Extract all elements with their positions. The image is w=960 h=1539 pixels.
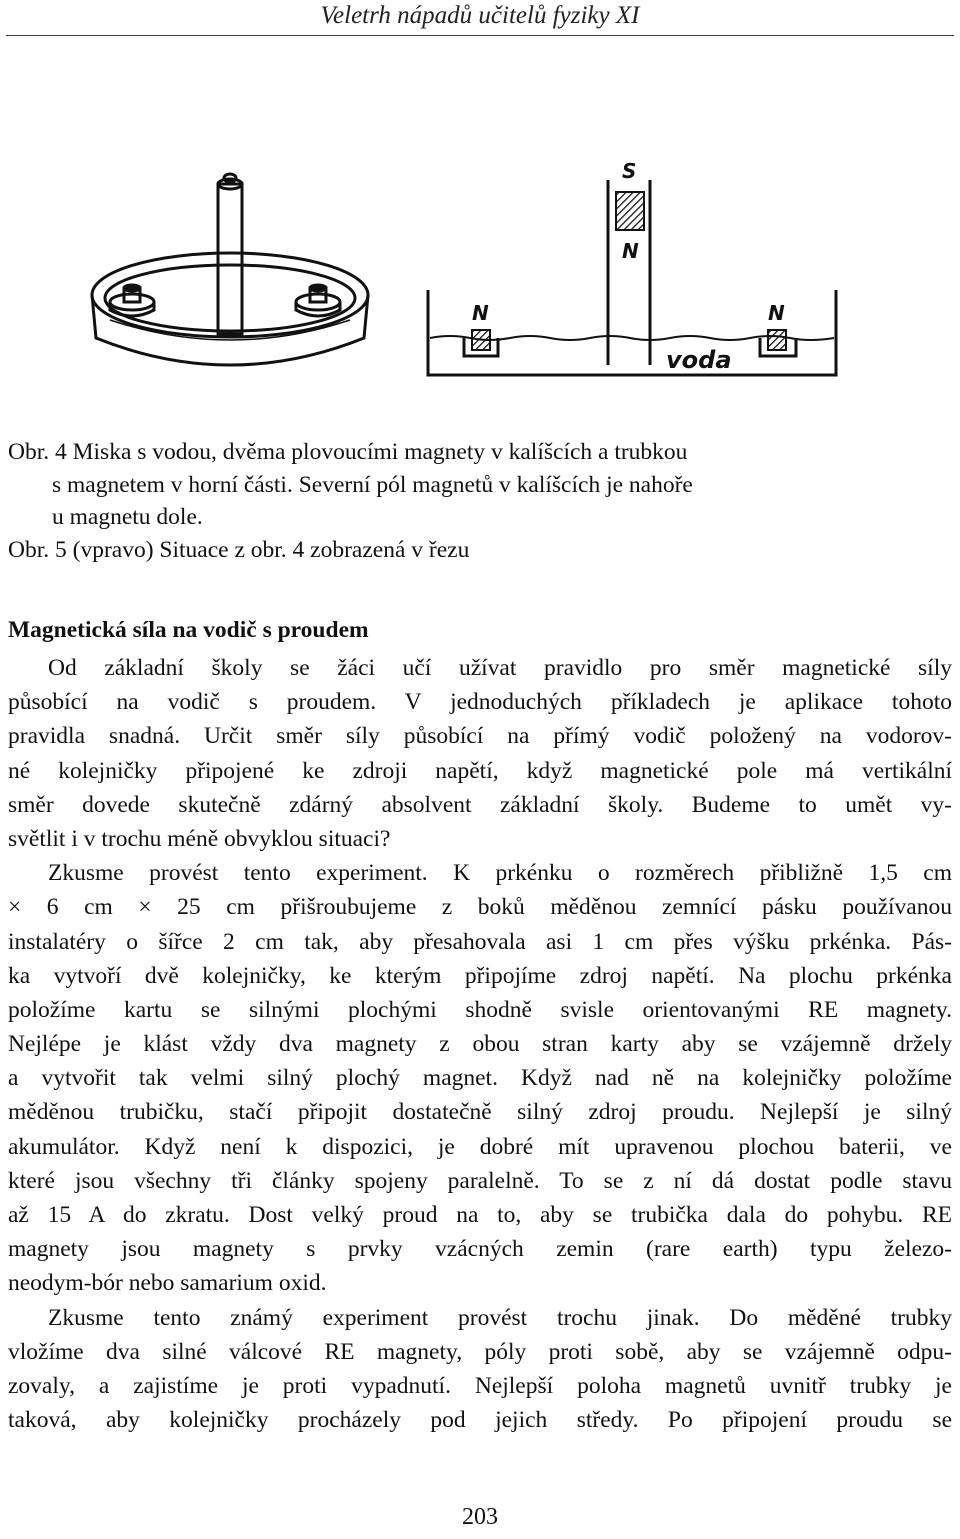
figure-captions bbox=[8, 436, 952, 566]
label-s: S bbox=[622, 159, 637, 183]
text-line: které jsou všechny tři články spojeny paralelně. To se z ní dá dostat podle stavu bbox=[8, 1167, 952, 1194]
label-n-left: N bbox=[472, 301, 489, 325]
label-water: voda bbox=[666, 346, 732, 374]
label-n-top: N bbox=[622, 239, 639, 263]
body-text bbox=[8, 651, 952, 1437]
text-line: akumulátor. Když není k dispozici, je dobré mít upravenou plochou baterii, ve bbox=[8, 1133, 952, 1160]
text-line: položíme kartu se silnými plochými shodně svisle orientovanými RE magnety. bbox=[8, 996, 952, 1023]
running-title: Veletrh nápadů učitelů fyziky XI bbox=[320, 2, 640, 29]
figure-4-bowl-drawing bbox=[80, 170, 380, 380]
caption-line: Obr. 4 Miska s vodou, dvěma plovoucími magnety v kalíšcích a trubkou bbox=[8, 439, 688, 465]
text-line: magnety jsou magnety s prvky vzácných zemin (rare earth) typu železo- bbox=[8, 1236, 952, 1263]
header-rule bbox=[6, 35, 954, 36]
text-line: instalatéry o šířce 2 cm tak, aby přesahovala asi 1 cm přes výšku prkénka. Pás- bbox=[8, 928, 952, 955]
figures bbox=[0, 150, 960, 410]
page-number: 203 bbox=[462, 1504, 498, 1530]
text-line: pravidla snadná. Určit směr síly působící na přímý vodič položený na vodorov- bbox=[8, 723, 952, 750]
text-line: až 15 A do zkratu. Dost velký proud na to, aby se trubička dala do pohybu. RE bbox=[8, 1202, 952, 1228]
text-line: × 6 cm × 25 cm přišroubujeme z boků měděnou zemnící pásku používanou bbox=[8, 894, 952, 921]
page-header bbox=[0, 0, 960, 36]
text-line: směr dovede skutečně zdárný absolvent základní školy. Budeme to umět vy- bbox=[8, 791, 952, 818]
text-line: měděnou trubičku, stačí připojit dostatečně silný zdroj proudu. Nejlepší je silný bbox=[8, 1099, 952, 1126]
text-line: Nejlépe je klást vždy dva magnety z obou stran karty aby se vzájemně držely bbox=[8, 1031, 952, 1058]
caption-line: u magnetu dole. bbox=[52, 504, 203, 531]
text-line: neodym-bór nebo samarium oxid. bbox=[8, 1270, 327, 1297]
text-line: působící na vodič s proudem. V jednoduchých příkladech je aplikace tohoto bbox=[8, 689, 952, 716]
text-line: světlit i v trochu méně obvyklou situaci? bbox=[8, 825, 391, 852]
section-title: Magnetická síla na vodič s proudem bbox=[8, 617, 369, 643]
text-line: ka vytvoří dvě kolejničky, ke kterým připojíme zdroj napětí. Na plochu prkénka bbox=[8, 962, 952, 989]
text-line: taková, aby kolejničky procházely pod jejich středy. Po připojení proudu se bbox=[8, 1407, 952, 1434]
caption-line: Obr. 5 (vpravo) Situace z obr. 4 zobrazená v řezu bbox=[8, 536, 470, 563]
figure-5-cross-section-drawing bbox=[420, 150, 840, 390]
text-line: Zkusme tento známý experiment provést trochu jinak. Do měděné trubky bbox=[48, 1304, 952, 1331]
text-line: zovaly, a zajistíme je proti vypadnutí. Nejlepší poloha magnetů uvnitř trubky je bbox=[8, 1372, 952, 1399]
label-n-right: N bbox=[768, 301, 785, 325]
text-line: vložíme dva silné válcové RE magnety, póly proti sobě, aby se vzájemně odpu- bbox=[8, 1338, 952, 1365]
caption-line: s magnetem v horní části. Severní pól magnetů v kalíšcích je nahoře bbox=[52, 471, 693, 498]
text-line: Od základní školy se žáci učí užívat pravidlo pro směr magnetické síly bbox=[48, 655, 952, 681]
text-line: a vytvořit tak velmi silný plochý magnet. Když nad ně na kolejničky položíme bbox=[8, 1065, 952, 1092]
text-line: Zkusme provést tento experiment. K prkénku o rozměrech přibližně 1,5 cm bbox=[48, 860, 952, 887]
text-line: né kolejničky připojené ke zdroji napětí, když magnetické pole má vertikální bbox=[8, 757, 952, 784]
